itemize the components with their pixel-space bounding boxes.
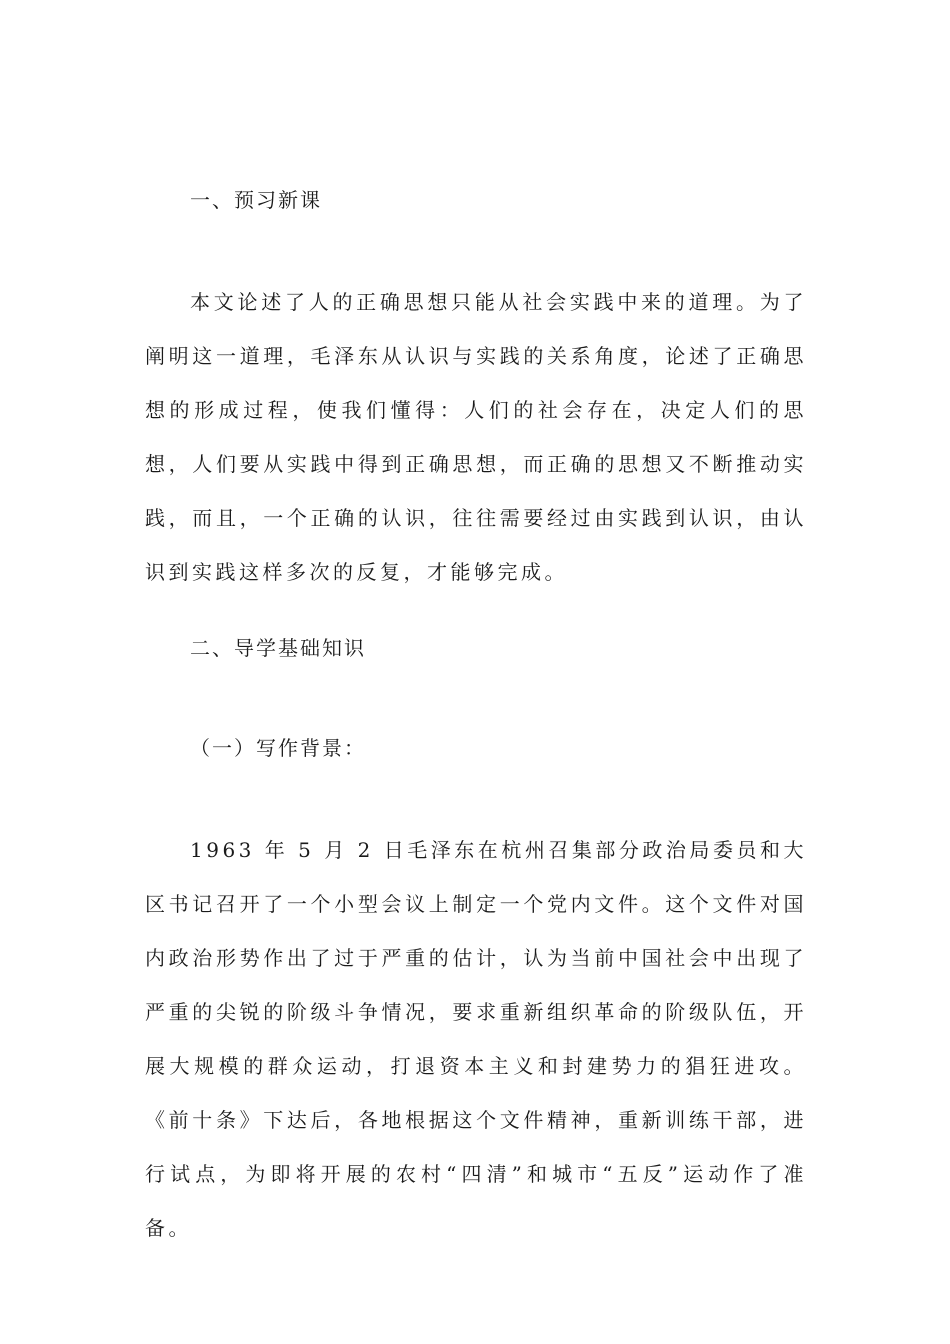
section-heading-basics: 二、导学基础知识	[190, 636, 366, 660]
paragraph-writing-background: 1963 年 5 月 2 日毛泽东在杭州召集部分政治局委员和大区书记召开了一个小型会议上制定一个党内文件。这个文件对国内政治形势作出了过于严重的估计，认为当前中国社会中出现了严重的尖锐的阶级斗争情况，要求重新组织革命的阶级队伍，开展大规模的群众运动，打退资本主义和封建势力的猖狂进攻。《前十条》下达后，各地根据这个文件精神，重新训练干部，进行试点，为即将开展的农村“四清”和城市“五反”运动作了准备。	[145, 838, 807, 1240]
subheading-writing-background: （一）写作背景：	[190, 736, 366, 760]
section-heading-preview: 一、预习新课	[190, 188, 322, 212]
paragraph-preview-summary: 本文论述了人的正确思想只能从社会实践中来的道理。为了阐明这一道理，毛泽东从认识与实践的关系角度，论述了正确思想的形成过程，使我们懂得：人们的社会存在，决定人们的思想，人们要从实践中得到正确思想，而正确的思想又不断推动实践，而且，一个正确的认识，往往需要经过由实践到认识，由认识到实践这样多次的反复，才能够完成。	[145, 290, 807, 584]
